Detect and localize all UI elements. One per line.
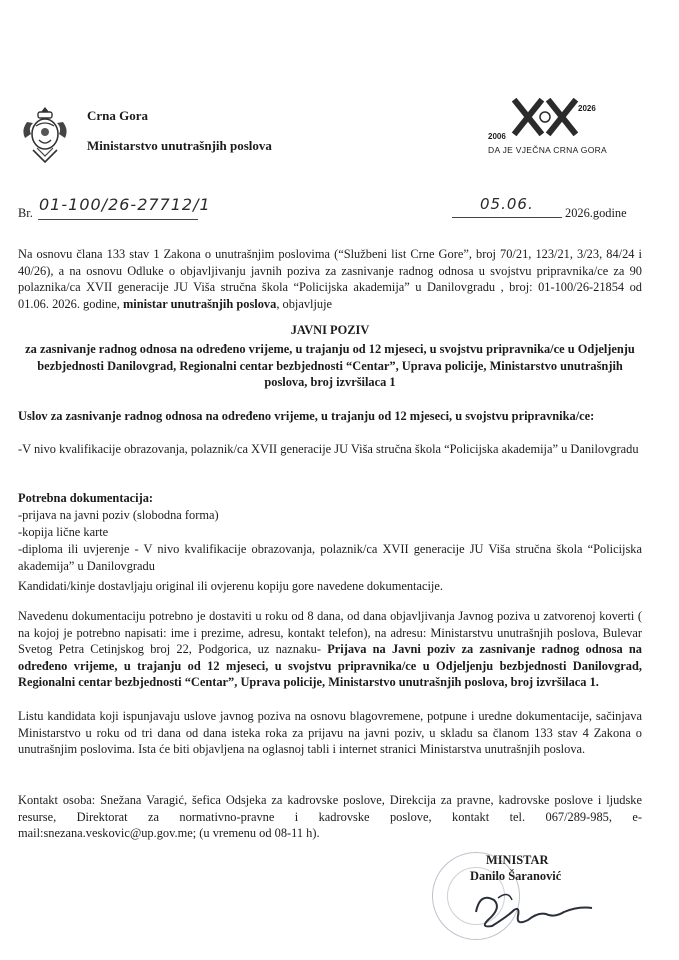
coat-of-arms-icon bbox=[19, 104, 71, 166]
logo-tagline: DA JE VJEČNA CRNA GORA bbox=[488, 145, 608, 155]
signature-name: Danilo Šaranović bbox=[470, 869, 562, 883]
logo-year-end: 2026 bbox=[578, 104, 596, 113]
date-underline bbox=[452, 217, 562, 218]
handwritten-signature bbox=[468, 886, 598, 934]
submission-paragraph bbox=[18, 608, 642, 691]
reference-underline bbox=[38, 219, 198, 220]
contact-paragraph: Kontakt osoba: Snežana Varagić, šefica Odsjeka za kadrovske poslove, Direkcija za pravne, kadrovske poslove i ljudske resurse, Direktorat za normativno-pravne i kadrovske poslove, kontakt tel. 067/289-985, e-mail:snezana.veskovic@up.gov.me; (u vremenu od 08-11 h). bbox=[18, 793, 642, 841]
intro-text: Na osnovu člana 133 stav 1 Zakona o unutrašnjim poslovima (“Službeni list Crne Gore”, broj 70/21, 123/21, 3/23, 84/24 i 40/26), a na osnovu Odluke o objavljivanju javnih poziva za zasnivanje radnog odnosa u svojstvu pripravnika/ce za 90 polaznika/ca XVII generacije JU Viša stručna škola “Policijska akademija” u Danilovgradu , broj: 01-100/26-21854 od 01.06. 2026. godine, bbox=[18, 247, 642, 311]
documents-heading: Potrebna dokumentacija: bbox=[18, 491, 154, 505]
signature-title: MINISTAR bbox=[486, 853, 549, 867]
date-handwritten: 05.06. bbox=[480, 195, 534, 213]
date-suffix: 2026.godine bbox=[565, 206, 627, 220]
logo-year-start: 2006 bbox=[488, 132, 506, 141]
anniversary-logo bbox=[488, 98, 638, 156]
header-country: Crna Gora bbox=[87, 108, 149, 123]
note-original: Kandidati/kinje dostavljaju original ili ovjerenu kopiju gore navedene dokumentacije. bbox=[18, 579, 443, 593]
condition-text: -V nivo kvalifikacije obrazovanja, polaznik/ca XVII generacije JU Viša stručna škola “Policijska akademija” u Danilovgradu bbox=[18, 442, 639, 456]
reference-number: 01-100/26-27712/1 bbox=[39, 195, 211, 214]
reference-prefix: Br. bbox=[18, 206, 33, 220]
intro-bold: ministar unutrašnjih poslova bbox=[122, 296, 277, 311]
header-ministry: Ministarstvo unutrašnjih poslova bbox=[87, 138, 272, 153]
intro-paragraph bbox=[18, 246, 642, 312]
document-title: JAVNI POZIV bbox=[290, 323, 370, 337]
documents-item-3: -diploma ili uvjerenje - V nivo kvalifikacije obrazovanja, polaznik/ca XVII generacije JU Viša stručna škola “Policijska akademija” u Danilovgradu bbox=[18, 542, 642, 573]
xx-logo-icon bbox=[488, 98, 638, 138]
documents-item-2: -kopija lične karte bbox=[18, 525, 109, 539]
submission-bold: Prijava na Javni poziv za zasnivanje radnog odnosa na određeno vrijeme, u trajanju od 12 mjeseci, u svojstvu pripravnika/ce u Odjeljenju bezbjednosti Danilovgrad, Regionalni centar bezbjednosti “Centar”, Uprava policije, Ministarstvo unutrašnjih poslova, broj izvršilaca 1. bbox=[18, 642, 642, 690]
submission-text: Navedenu dokumentaciju potrebno je dostaviti u roku od 8 dana, od dana objavljivanja Javnog poziva u zatvorenoj koverti ( na kojoj je potrebno napisati: ime i prezime, adresu, kontakt telefon), na adresu: Ministarstvu unutrašnjih poslova, Bulevar Svetog Petra Cetinjskog broj 22, Podgorica, uz naznaku- bbox=[18, 609, 642, 657]
documents-item-1: -prijava na javni poziv (slobodna forma) bbox=[18, 508, 219, 522]
intro-end: , objavljuje bbox=[276, 296, 333, 311]
document-subtitle: za zasnivanje radnog odnosa na određeno vrijeme, u trajanju od 12 mjeseci, u svojstvu pripravnika/ce u Odjeljenju bezbjednosti Danilovgrad, Regionalni centar bezbjednosti “Centar”, Uprava policije, Ministarstvo unutrašnjih poslova, broj izvršilaca 1 bbox=[25, 342, 635, 390]
list-paragraph: Listu kandidata koji ispunjavaju uslove javnog poziva na osnovu blagovremene, potpune i uredne dokumentacije, sačinjava Ministarstvo u roku od tri dana od dana isteka roka za prijavu na javni poziv, u skladu sa članom 133 stav 4 Zakona o unutrašnjim poslovima. Ista će biti objavljena na oglasnoj tabli i internet stranici Ministarstva unutrašnjih poslova. bbox=[18, 709, 642, 757]
condition-heading: Uslov za zasnivanje radnog odnosa na određeno vrijeme, u trajanju od 12 mjeseci, u svojstvu pripravnika/ce: bbox=[18, 409, 595, 423]
